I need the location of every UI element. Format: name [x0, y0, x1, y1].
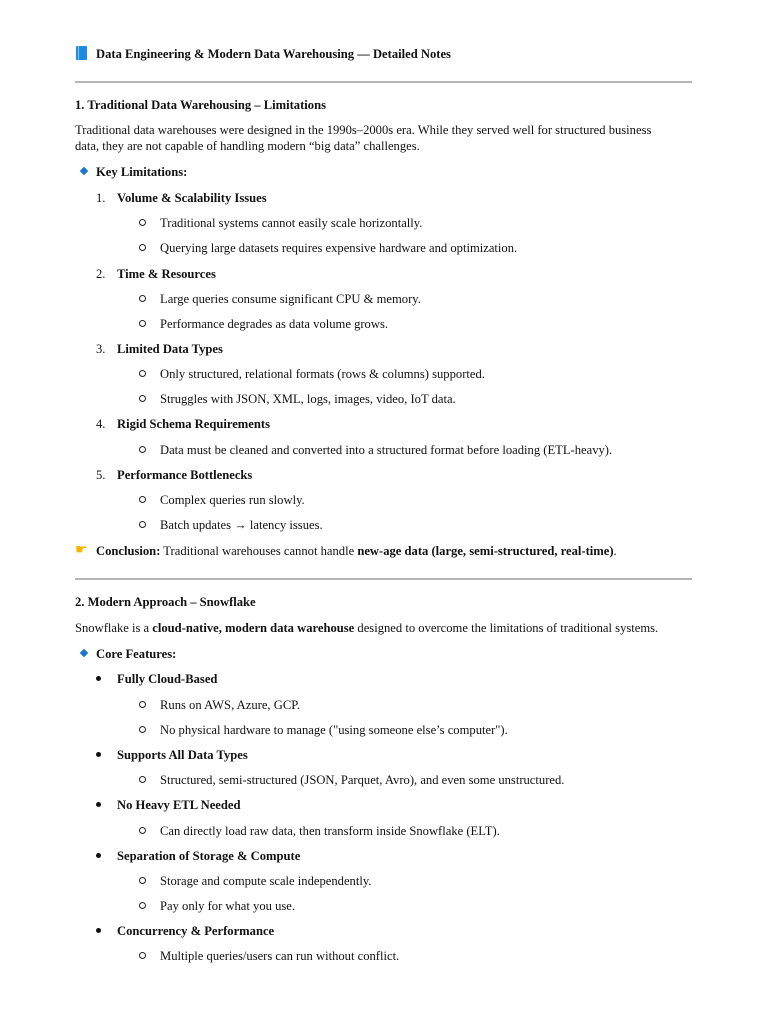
circle-bullet-icon	[139, 521, 146, 528]
bullet-dot-icon	[96, 802, 101, 807]
page-title: Data Engineering & Modern Data Warehousing — Detailed Notes	[96, 47, 451, 61]
list-item: Struggles with JSON, XML, logs, images, video, IoT data.	[160, 392, 456, 406]
list-number: 2.	[96, 267, 106, 281]
section1-intro-line1: Traditional data warehouses were designed in the 1990s–2000s era. While they served well for structured business	[75, 123, 652, 137]
bullet-dot-icon	[96, 752, 101, 757]
circle-bullet-icon	[139, 320, 146, 327]
feature-title: Fully Cloud-Based	[117, 672, 218, 686]
circle-bullet-icon	[139, 877, 146, 884]
list-number: 3.	[96, 342, 106, 356]
bullet-dot-icon	[96, 676, 101, 681]
limitation-title: Performance Bottlenecks	[117, 468, 253, 482]
diamond-bullet-icon	[80, 649, 88, 657]
list-item: Runs on AWS, Azure, GCP.	[160, 698, 300, 712]
limitation-title: Volume & Scalability Issues	[117, 191, 267, 205]
bullet-dot-icon	[96, 853, 101, 858]
list-item: Only structured, relational formats (rows & columns) supported.	[160, 367, 485, 381]
section2-heading: 2. Modern Approach – Snowflake	[75, 595, 256, 609]
section2-intro-emphasis: cloud-native, modern data warehouse	[152, 621, 355, 635]
diamond-bullet-icon	[80, 167, 88, 175]
divider	[75, 578, 692, 580]
list-number: 5.	[96, 468, 106, 482]
core-features-label: Core Features:	[96, 647, 177, 661]
list-item: Pay only for what you use.	[160, 899, 296, 913]
list-item: Storage and compute scale independently.	[160, 874, 372, 888]
circle-bullet-icon	[139, 701, 146, 708]
circle-bullet-icon	[139, 370, 146, 377]
circle-bullet-icon	[139, 726, 146, 733]
list-item: Batch updates → latency issues.	[160, 518, 323, 532]
section1-intro-line2: data, they are not capable of handling modern “big data” challenges.	[75, 139, 420, 153]
conclusion-end: .	[613, 544, 617, 558]
limitation-title: Limited Data Types	[117, 342, 223, 356]
circle-bullet-icon	[139, 244, 146, 251]
feature-title: Supports All Data Types	[117, 748, 248, 762]
book-icon	[76, 46, 87, 60]
feature-title: No Heavy ETL Needed	[117, 798, 241, 812]
pointing-hand-icon: ☛	[75, 542, 88, 558]
list-item: Complex queries run slowly.	[160, 493, 305, 507]
conclusion-emphasis: new-age data (large, semi-structured, real-time)	[357, 544, 614, 558]
limitation-title: Time & Resources	[117, 267, 216, 281]
list-number: 1.	[96, 191, 106, 205]
circle-bullet-icon	[139, 776, 146, 783]
conclusion	[96, 543, 617, 559]
section2-intro-post: designed to overcome the limitations of traditional systems.	[354, 621, 659, 635]
circle-bullet-icon	[139, 902, 146, 909]
list-item: No physical hardware to manage ("using someone else’s computer").	[160, 723, 508, 737]
conclusion-label: Conclusion:	[96, 544, 161, 558]
list-item: Structured, semi-structured (JSON, Parquet, Avro), and even some unstructured.	[160, 773, 565, 787]
section1-heading: 1. Traditional Data Warehousing – Limitations	[75, 98, 326, 112]
feature-title: Concurrency & Performance	[117, 924, 275, 938]
circle-bullet-icon	[139, 295, 146, 302]
section2-intro	[75, 620, 658, 636]
list-item: Data must be cleaned and converted into a structured format before loading (ETL-heavy).	[160, 443, 613, 457]
bullet-dot-icon	[96, 928, 101, 933]
section2-intro-pre: Snowflake is a	[75, 621, 153, 635]
circle-bullet-icon	[139, 496, 146, 503]
limitation-title: Rigid Schema Requirements	[117, 417, 270, 431]
list-number: 4.	[96, 417, 106, 431]
feature-title: Separation of Storage & Compute	[117, 849, 301, 863]
circle-bullet-icon	[139, 395, 146, 402]
circle-bullet-icon	[139, 219, 146, 226]
list-item: Multiple queries/users can run without conflict.	[160, 949, 400, 963]
list-item: Large queries consume significant CPU & memory.	[160, 292, 421, 306]
list-item: Can directly load raw data, then transform inside Snowflake (ELT).	[160, 824, 500, 838]
conclusion-text: Traditional warehouses cannot handle	[160, 544, 358, 558]
key-limitations-label: Key Limitations:	[96, 165, 188, 179]
circle-bullet-icon	[139, 446, 146, 453]
divider	[75, 81, 692, 83]
list-item: Querying large datasets requires expensive hardware and optimization.	[160, 241, 518, 255]
list-item: Performance degrades as data volume grows.	[160, 317, 389, 331]
circle-bullet-icon	[139, 827, 146, 834]
list-item: Traditional systems cannot easily scale horizontally.	[160, 216, 423, 230]
circle-bullet-icon	[139, 952, 146, 959]
